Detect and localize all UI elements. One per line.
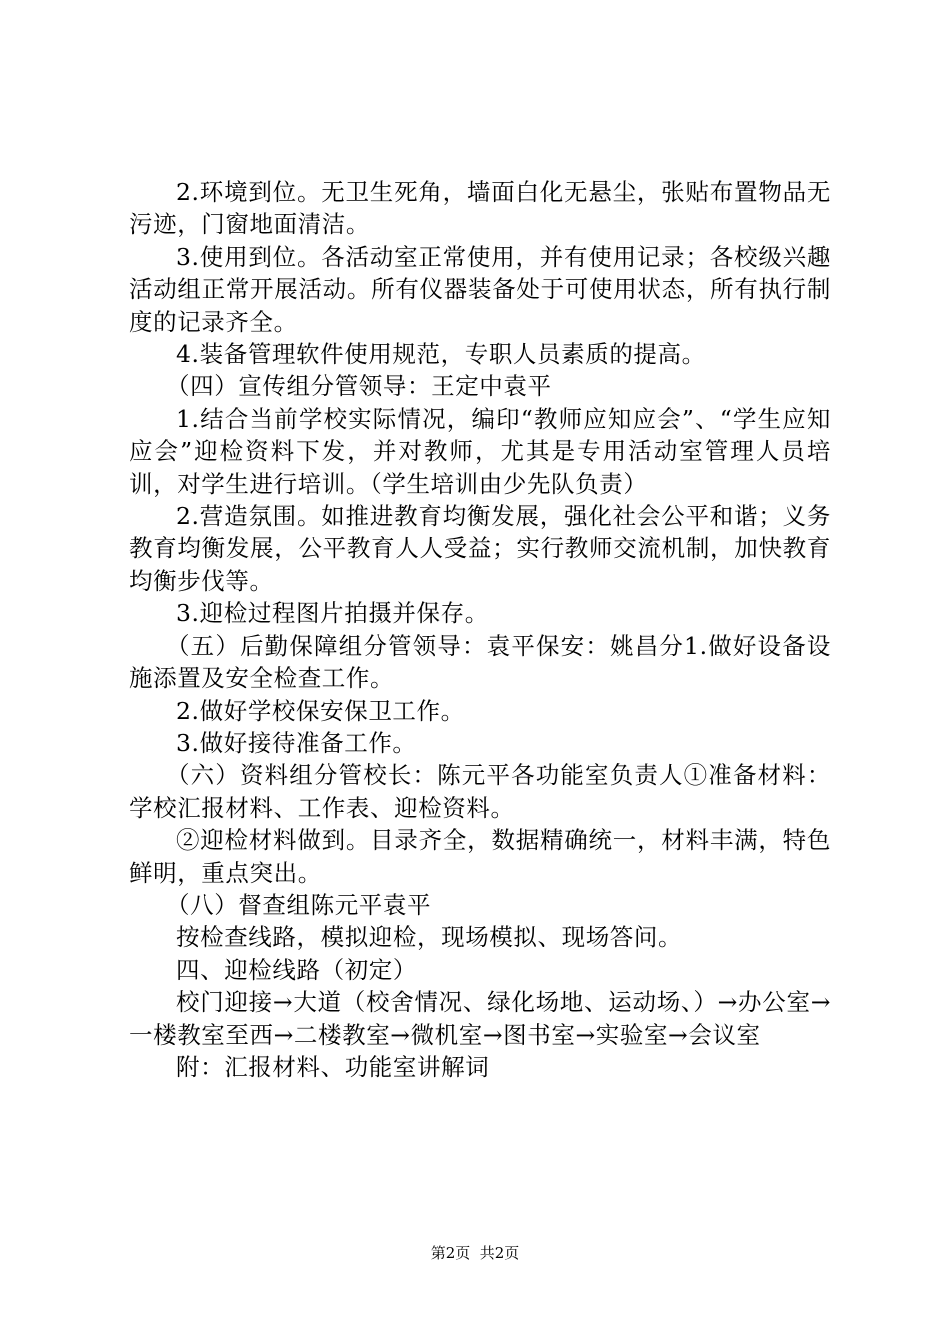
paragraph-reception: 3.做好接待准备工作。 (176, 728, 417, 757)
heading-route: 四、迎检线路（初定） (176, 955, 417, 984)
paragraph-photos: 3.迎检过程图片拍摄并保存。 (176, 599, 489, 628)
heading-logistics-group: （五）后勤保障组分管领导：袁平保安：姚昌分1.做好设备设施添置及安全检查工作。 (129, 631, 831, 693)
paragraph-appendix: 附：汇报材料、功能室讲解词 (176, 1052, 490, 1081)
paragraph-usage: 3.使用到位。各活动室正常使用，并有使用记录；各校级兴趣活动组正常开展活动。所有仪器装备处于可使用状态，所有执行制度的记录齐全。 (129, 242, 831, 336)
paragraph-simulation: 按检查线路，模拟迎检，现场模拟、现场答问。 (176, 923, 683, 952)
paragraph-software: 4.装备管理软件使用规范，专职人员素质的提高。 (176, 340, 706, 369)
paragraph-env: 2.环境到位。无卫生死角，墙面白化无悬尘，张贴布置物品无污迹，门窗地面清洁。 (129, 178, 831, 239)
page-number-label: 第2页 共2页 (430, 1244, 520, 1262)
paragraph-route: 校门迎接→大道（校舍情况、绿化场地、运动场、）→办公室→一楼教室至西→二楼教室→微机室→图书室→实验室→会议室 (129, 988, 831, 1049)
heading-materials-group: （六）资料组分管校长：陈元平各功能室负责人①准备材料：学校汇报材料、工作表、迎检资料。 (129, 761, 831, 822)
page-footer (0, 1243, 950, 1263)
paragraph-training: 1.结合当前学校实际情况，编印“教师应知应会”、“学生应知应会”迎检资料下发，并对教师，尤其是专用活动室管理人员培训，对学生进行培训。（学生培训由少先队负责） (129, 404, 831, 498)
document-body (129, 176, 831, 1083)
heading-inspection-group: （八）督查组陈元平袁平 (166, 890, 432, 919)
paragraph-atmosphere: 2.营造氛围。如推进教育均衡发展，强化社会公平和谐；义务教育均衡发展，公平教育人人受益；实行教师交流机制，加快教育均衡步伐等。 (129, 502, 831, 595)
paragraph-security: 2.做好学校保安保卫工作。 (176, 696, 465, 725)
paragraph-materials: ②迎检材料做到。目录齐全，数据精确统一，材料丰满，特色鲜明，重点突出。 (129, 826, 831, 887)
heading-publicity-group: （四）宣传组分管领导：王定中袁平 (166, 372, 552, 401)
